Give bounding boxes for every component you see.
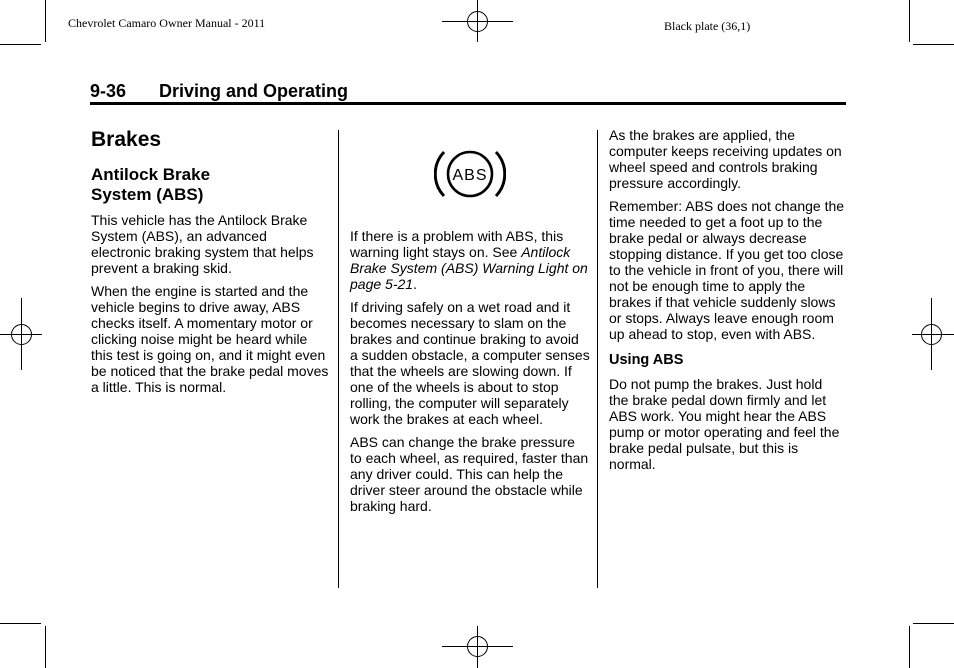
paragraph: ABS can change the brake pressure to each wheel, as required, faster than any driver could. This can help the driver steer around the obstacle while braking hard. xyxy=(350,434,589,514)
paragraph: This vehicle has the Antilock Brake System (ABS), an advanced electronic braking system that helps prevent a braking skid. xyxy=(91,212,314,276)
paragraph: Do not pump the brakes. Just hold the brake pedal down firmly and let ABS work. You might hear the ABS pump or motor operating and feel the brake pedal pulsate, but this is normal. xyxy=(609,376,840,472)
abs-symbol xyxy=(350,140,590,228)
page-title: Brakes xyxy=(91,128,162,151)
paragraph: If driving safely on a wet road and it becomes necessary to slam on the brakes and continue braking to avoid a sudden obstacle, a computer senses that the wheels are slowing down. If one of the wheels is about to stop rolling, the computer will separately work the brakes at each wheel. xyxy=(350,299,590,427)
column-2 xyxy=(350,140,590,521)
page-number: 9-36 xyxy=(90,81,127,101)
paragraph-text: . xyxy=(413,276,417,292)
section-title: Driving and Operating xyxy=(159,81,349,101)
paragraph: As the brakes are applied, the computer keeps receiving updates on wheel speed and controls braking pressure accordingly. xyxy=(609,127,842,191)
abs-symbol-text: ABS xyxy=(452,167,488,184)
subsection-title-line: Antilock Brake xyxy=(91,165,211,184)
subsection-title-line: System (ABS) xyxy=(91,185,204,204)
paragraph: Remember: ABS does not change the time needed to get a foot up to the brake pedal or always decrease stopping distance. If you get too close to the vehicle in front of you, there will not be enough time to apply the brakes if that vehicle suddenly slows or stops. Always leave enough room up ahead to stop, even with ABS. xyxy=(609,198,845,342)
section-header xyxy=(90,80,846,105)
subsection-title xyxy=(91,165,329,205)
paragraph-text: If there is a problem with ABS, this warning light stays on. See xyxy=(350,228,564,260)
subheading: Using ABS xyxy=(609,352,684,368)
plate-label: Black plate (36,1) xyxy=(664,19,751,33)
paragraph: When the engine is started and the vehicle begins to drive away, ABS checks itself. A momentary motor or clicking noise might be heard while this test is going on, and it might even be noticed that the brake pedal moves a little. This is normal. xyxy=(91,283,329,395)
abs-warning-icon xyxy=(434,142,506,206)
manual-title: Chevrolet Camaro Owner Manual - 2011 xyxy=(68,16,266,30)
column-divider xyxy=(597,130,598,588)
column-divider xyxy=(338,130,339,588)
paragraph xyxy=(350,228,590,292)
column-1 xyxy=(91,127,329,402)
cross-reference-link[interactable]: Antilock Brake System (ABS) Warning Light on page 5-21 xyxy=(350,244,588,292)
column-3 xyxy=(609,127,845,479)
